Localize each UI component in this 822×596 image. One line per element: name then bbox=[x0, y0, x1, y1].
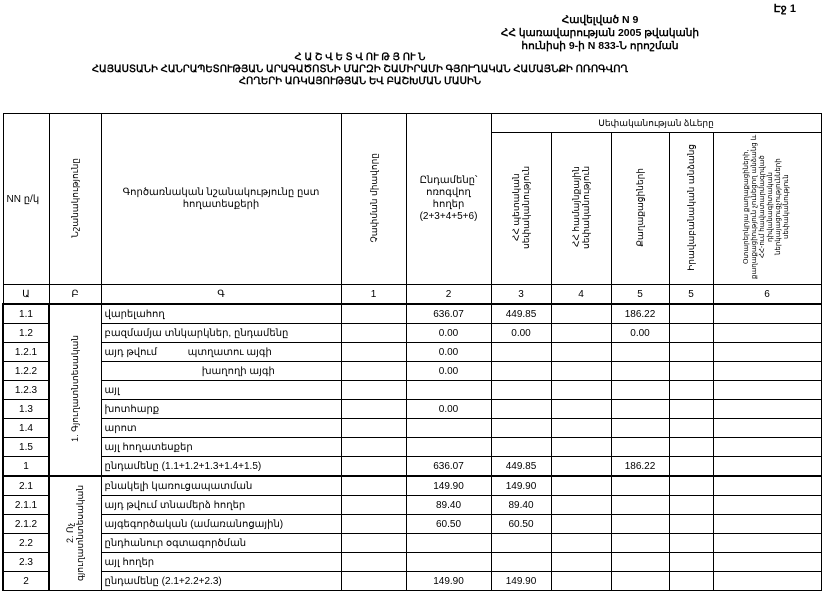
row-c2: 449.85 bbox=[491, 457, 551, 477]
row-c3 bbox=[551, 534, 611, 553]
table-row bbox=[3, 324, 821, 343]
row-total: 149.90 bbox=[406, 476, 491, 496]
row-code: 2.2 bbox=[3, 534, 49, 553]
row-c4 bbox=[611, 438, 669, 457]
row-c3 bbox=[551, 457, 611, 477]
row-c5 bbox=[669, 553, 713, 572]
row-total: 0.00 bbox=[406, 343, 491, 362]
row-c2 bbox=[491, 362, 551, 381]
row-c3 bbox=[551, 496, 611, 515]
row-c5 bbox=[669, 419, 713, 438]
col-number: 3 bbox=[491, 285, 551, 305]
table-row bbox=[3, 381, 821, 400]
row-c2: 149.90 bbox=[491, 572, 551, 591]
row-c4 bbox=[611, 496, 669, 515]
table-row bbox=[3, 343, 821, 362]
row-c4 bbox=[611, 400, 669, 419]
row-c3 bbox=[551, 572, 611, 591]
row-total bbox=[406, 553, 491, 572]
row-c2: 449.85 bbox=[491, 304, 551, 324]
row-c2 bbox=[491, 553, 551, 572]
row-c2 bbox=[491, 419, 551, 438]
row-unit bbox=[341, 496, 406, 515]
row-c2: 60.50 bbox=[491, 515, 551, 534]
row-name: ընդամենը (2.1+2.2+2.3) bbox=[101, 572, 341, 591]
row-code: 1.3 bbox=[3, 400, 49, 419]
row-c5 bbox=[669, 324, 713, 343]
row-c6 bbox=[713, 304, 821, 324]
row-name: այգեգործական (ամառանոցային) bbox=[101, 515, 341, 534]
title-line: ՀԱՅԱՍՏԱՆԻ ՀԱՆՐԱՊԵՏՈՒԹՅԱՆ ԱՐԱԳԱԾՈՏՆԻ ՄԱՐԶԻ ՇԱՄԻՐԱՄԻ ԳՅՈՒՂԱԿԱՆ ՀԱՄԱՅՆՔԻ ՈՌՈԳՎՈՂ bbox=[91, 64, 629, 75]
row-name: ընդհանուր օգտագործման bbox=[101, 534, 341, 553]
row-unit bbox=[341, 515, 406, 534]
row-unit bbox=[341, 362, 406, 381]
row-c4 bbox=[611, 381, 669, 400]
row-c5 bbox=[669, 572, 713, 591]
row-c2 bbox=[491, 438, 551, 457]
table-row bbox=[3, 400, 821, 419]
row-code: 1.2.3 bbox=[3, 381, 49, 400]
col-number: Գ bbox=[101, 285, 341, 305]
row-c6 bbox=[713, 457, 821, 477]
row-c5 bbox=[669, 400, 713, 419]
row-c3 bbox=[551, 343, 611, 362]
row-c3 bbox=[551, 381, 611, 400]
row-c6 bbox=[713, 400, 821, 419]
row-c6 bbox=[713, 381, 821, 400]
group-label bbox=[49, 304, 101, 476]
row-name: այլ bbox=[101, 381, 341, 400]
row-unit bbox=[341, 400, 406, 419]
table-row bbox=[3, 438, 821, 457]
row-code: 1.2.1 bbox=[3, 343, 49, 362]
row-c5 bbox=[669, 343, 713, 362]
row-c5 bbox=[669, 534, 713, 553]
row-total bbox=[406, 381, 491, 400]
row-unit bbox=[341, 476, 406, 496]
row-name: վարելահող bbox=[101, 304, 341, 324]
row-c4 bbox=[611, 362, 669, 381]
row-unit bbox=[341, 457, 406, 477]
row-c3 bbox=[551, 400, 611, 419]
row-total: 0.00 bbox=[406, 324, 491, 343]
row-name: այլ հողեր bbox=[101, 553, 341, 572]
table-row bbox=[3, 419, 821, 438]
row-c5 bbox=[669, 476, 713, 496]
col-number: 2 bbox=[406, 285, 491, 305]
row-c6 bbox=[713, 496, 821, 515]
row-c3 bbox=[551, 438, 611, 457]
header-name: Գործառնական նշանակությունը ըստ հողատեսքերի bbox=[101, 114, 341, 285]
row-c3 bbox=[551, 515, 611, 534]
table-row bbox=[3, 457, 821, 477]
row-c2: 0.00 bbox=[491, 324, 551, 343]
row-c3 bbox=[551, 362, 611, 381]
header-c6: Օտարերկրյա քաղաքացիների, քաղաքացիություն չունեցող անձանց և ՀՀ-ում հավատարմագրված դիվանագիտական ներկայացուցչությունների սեփականություն bbox=[713, 133, 821, 285]
row-name: այդ թվում տնամերձ հողեր bbox=[101, 496, 341, 515]
row-total bbox=[406, 534, 491, 553]
row-c6 bbox=[713, 362, 821, 381]
row-c4: 186.22 bbox=[611, 304, 669, 324]
header-c3: ՀՀ համայնքային սեփականություն bbox=[551, 133, 611, 285]
row-c4 bbox=[611, 515, 669, 534]
row-c3 bbox=[551, 419, 611, 438]
row-unit bbox=[341, 553, 406, 572]
row-unit bbox=[341, 419, 406, 438]
header-purpose: Նշանակությունը bbox=[49, 114, 101, 285]
row-total: 636.07 bbox=[406, 304, 491, 324]
row-unit bbox=[341, 572, 406, 591]
row-c2 bbox=[491, 343, 551, 362]
row-c5 bbox=[669, 362, 713, 381]
row-c2: 89.40 bbox=[491, 496, 551, 515]
row-c4 bbox=[611, 572, 669, 591]
row-total: 60.50 bbox=[406, 515, 491, 534]
title-line: Հ Ա Շ Վ Ե Տ Վ ՈՒ Թ Յ ՈՒ Ն bbox=[294, 52, 426, 63]
row-code: 1.5 bbox=[3, 438, 49, 457]
header-c2: ՀՀ պետական սեփականություն bbox=[491, 133, 551, 285]
row-c6 bbox=[713, 324, 821, 343]
row-total: 0.00 bbox=[406, 400, 491, 419]
table-row bbox=[3, 476, 821, 496]
row-unit bbox=[341, 438, 406, 457]
approval-line: հունիսի 9-ի N 833-Ն որոշման bbox=[521, 40, 679, 52]
row-code: 1.1 bbox=[3, 304, 49, 324]
row-name: բնակելի կառուցապատման bbox=[101, 476, 341, 496]
group-label-text: 2. Ոչ գյուղատնտեսական bbox=[65, 483, 86, 581]
row-c6 bbox=[713, 572, 821, 591]
row-c4 bbox=[611, 476, 669, 496]
header-total: Ընդամենը՝ ոռոգվող հողեր (2+3+4+5+6) bbox=[406, 114, 491, 285]
row-c6 bbox=[713, 476, 821, 496]
row-c3 bbox=[551, 324, 611, 343]
row-c5 bbox=[669, 457, 713, 477]
table-row bbox=[3, 496, 821, 515]
row-c5 bbox=[669, 496, 713, 515]
row-c4 bbox=[611, 419, 669, 438]
title-line: ՀՈՂԵՐԻ ԱՌԿԱՅՈՒԹՅԱՆ ԵՎ ԲԱՇԽՄԱՆ ՄԱՍԻՆ bbox=[238, 76, 482, 87]
row-unit bbox=[341, 381, 406, 400]
row-c5 bbox=[669, 381, 713, 400]
row-c2 bbox=[491, 381, 551, 400]
row-c6 bbox=[713, 553, 821, 572]
table-row bbox=[3, 362, 821, 381]
column-number-row bbox=[3, 285, 821, 305]
row-c4 bbox=[611, 343, 669, 362]
row-unit bbox=[341, 534, 406, 553]
col-number: 5 bbox=[611, 285, 669, 305]
table-row bbox=[3, 304, 821, 324]
row-name: խաղողի այգի bbox=[101, 362, 341, 381]
row-code: 1.4 bbox=[3, 419, 49, 438]
col-number: 6 bbox=[713, 285, 821, 305]
row-c6 bbox=[713, 343, 821, 362]
row-total: 89.40 bbox=[406, 496, 491, 515]
row-code: 1.2 bbox=[3, 324, 49, 343]
group-label bbox=[49, 476, 101, 591]
row-code: 2 bbox=[3, 572, 49, 591]
row-c4 bbox=[611, 534, 669, 553]
row-total bbox=[406, 438, 491, 457]
row-c2: 149.90 bbox=[491, 476, 551, 496]
row-name: բազմամյա տնկարկներ, ընդամենը bbox=[101, 324, 341, 343]
row-c3 bbox=[551, 553, 611, 572]
col-number: 1 bbox=[341, 285, 406, 305]
row-unit bbox=[341, 324, 406, 343]
row-name: խոտհարք bbox=[101, 400, 341, 419]
row-c5 bbox=[669, 515, 713, 534]
document-title bbox=[60, 52, 660, 88]
row-c6 bbox=[713, 515, 821, 534]
row-c2 bbox=[491, 400, 551, 419]
row-total bbox=[406, 419, 491, 438]
row-name: արոտ bbox=[101, 419, 341, 438]
row-code: 2.1.1 bbox=[3, 496, 49, 515]
row-unit bbox=[341, 304, 406, 324]
header-c4: Քաղաքացիների bbox=[611, 133, 669, 285]
row-c4: 186.22 bbox=[611, 457, 669, 477]
col-number: Բ bbox=[49, 285, 101, 305]
row-total: 636.07 bbox=[406, 457, 491, 477]
approval-line: Հավելված N 9 bbox=[561, 14, 639, 26]
row-c3 bbox=[551, 476, 611, 496]
group-label-text: 1. Գյուղատնտեսական bbox=[70, 335, 81, 442]
row-code: 1 bbox=[3, 457, 49, 477]
row-c3 bbox=[551, 304, 611, 324]
row-code: 2.3 bbox=[3, 553, 49, 572]
table-row bbox=[3, 553, 821, 572]
row-unit bbox=[341, 343, 406, 362]
col-number: 5 bbox=[669, 285, 713, 305]
row-code: 2.1 bbox=[3, 476, 49, 496]
row-c5 bbox=[669, 438, 713, 457]
row-code: 1.2.2 bbox=[3, 362, 49, 381]
table-row bbox=[3, 534, 821, 553]
row-name: ընդամենը (1.1+1.2+1.3+1.4+1.5) bbox=[101, 457, 341, 477]
row-c6 bbox=[713, 438, 821, 457]
row-c6 bbox=[713, 534, 821, 553]
row-total: 0.00 bbox=[406, 362, 491, 381]
header-c5: Իրավաբանական անձանց bbox=[669, 133, 713, 285]
header-nn: NN ը/կ bbox=[3, 114, 49, 285]
row-name: այլ հողատեսքեր bbox=[101, 438, 341, 457]
land-report-table bbox=[2, 113, 822, 591]
header-unit: Չափման միավորը bbox=[341, 114, 406, 285]
row-name: այդ թվում պտղատու այգի bbox=[101, 343, 341, 362]
page-number: Էջ 1 bbox=[773, 3, 796, 15]
row-c6 bbox=[713, 419, 821, 438]
row-c4: 0.00 bbox=[611, 324, 669, 343]
row-c2 bbox=[491, 534, 551, 553]
row-c4 bbox=[611, 553, 669, 572]
approval-line: ՀՀ կառավարության 2005 թվականի bbox=[500, 27, 700, 39]
table-row bbox=[3, 572, 821, 591]
row-total: 149.90 bbox=[406, 572, 491, 591]
col-number: 4 bbox=[551, 285, 611, 305]
header-ownership-group: Սեփականության ձևերը bbox=[491, 114, 821, 133]
table-row bbox=[3, 515, 821, 534]
row-c5 bbox=[669, 304, 713, 324]
col-number: Ա bbox=[3, 285, 49, 305]
approval-note bbox=[470, 14, 730, 53]
row-code: 2.1.2 bbox=[3, 515, 49, 534]
